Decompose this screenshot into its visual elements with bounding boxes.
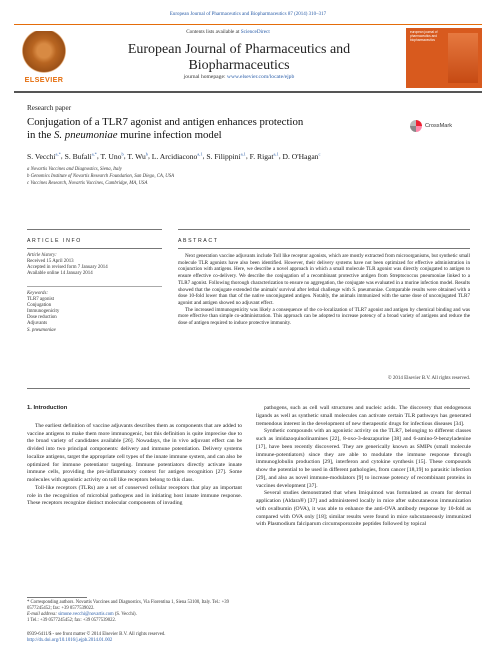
title-line-1: Conjugation of a TLR7 agonist and antigen enhances protection	[27, 116, 304, 128]
title-line-2: in the S. pneumoniae murine infection model	[27, 129, 222, 141]
footnotes	[27, 600, 242, 624]
crossmark-icon	[410, 120, 422, 132]
body-paragraph: The earliest definition of vaccine adjuvants describes them as components that are added to vaccine antigens to make them more immunogenic, but this definition is quite imprecise due to the broad variety of candidates available [26]. Nowadays, the in vivo adjuvant effect can be divided into two principal components: delivery and immune potentiation. Delivery systems localize antigens, target the appropriate cell types of the innate immune system, and can also be optimized for immune potentiator targeting. Immune potentiators directly activate innate immune cells, providing the pro-inflammatory context for antigen recognition [27]. Some molecules with agonistic activity on toll like receptors belong to this class.	[27, 422, 242, 483]
footnote-tel: 1 Tel.: +39 0577245452; fax: +39 0577539022.	[27, 618, 116, 623]
divider	[27, 286, 162, 287]
keyword: Adjuvants	[27, 321, 48, 327]
abstract-heading: ABSTRACT	[178, 238, 219, 244]
author[interactable]: L. Arcidiacono$^{a,1}$	[151, 151, 203, 161]
journal-cover-thumbnail	[406, 28, 482, 88]
keyword: Conjugation	[27, 303, 52, 309]
author[interactable]: T. Wu$^b$	[127, 151, 148, 161]
divider	[178, 229, 470, 230]
journal-homepage	[78, 74, 400, 80]
affiliation: c Vaccines Research, Novartis Vaccines, Cambridge, MA, USA	[27, 181, 148, 186]
left-column	[27, 405, 242, 508]
keyword: S. pneumoniae	[27, 327, 56, 333]
body-paragraph: Synthetic compounds with an agonistic activity on the TLR7, belonging to different classes such as imidazoquinolinamines [22], 8-oxo-3-deazapurine [38] and 6-amino-9-benzyladenine [17], have been recently discovered. They are generically known as SMIPs (small molecule immune-potentiators) since they are able to modulate the immune response through immunoglobulin production [29], interferon and cytokine synthesis [15]. These compounds show the potential to be used in different pathologies, from cancer [18,19] to parasitic infection [29], and also as novel immune-modulators [9] to increase potency of recombinant proteins in vaccines development [37].	[256, 428, 471, 489]
running-head: European Journal of Pharmaceutics and Biopharmaceutics 87 (2014) 310–317	[169, 12, 327, 17]
author[interactable]: S. Vecchi$^{a,*}$	[27, 151, 61, 161]
homepage-link[interactable]: www.elsevier.com/locate/ejpb	[226, 74, 295, 80]
author[interactable]: T. Uno$^b$	[100, 151, 124, 161]
body-paragraph: pathogens, such as cell wall structures and nucleic acids. The discovery that endogenous ligands as well as synthetic small molecules can activate certain TLR pathways has generated tremendous interest in the development of new therapeutic drugs for infectious diseases [34].	[256, 405, 471, 427]
publisher-logo-text: ELSEVIER	[24, 75, 64, 84]
footnote-corresponding: * Corresponding authors. Novartis Vaccines and Diagnostics, Via Fiorentina 1, Siena 53100, Italy. Tel.: +39 0577245452; fax: +39 0577539022.	[27, 600, 229, 611]
author[interactable]: D. O'Hagan$^c$	[282, 151, 321, 161]
journal-title: European Journal of Pharmaceutics and Biopharmaceutics	[127, 42, 351, 73]
divider	[27, 229, 162, 230]
author-list: S. Vecchi$^{a,*}$, S. Bufali$^{a,*}$, T. Uno$^b$, T. Wu$^b$, L. Arcidiacono$^{a,1}$, S. Filippini$^{a,1}$, F. Rigat$^{a,1}$, D. O'Hagan$^c$	[27, 151, 321, 161]
footnote-rule	[27, 597, 87, 598]
contents-line	[78, 29, 378, 35]
keyword: Dose reduction	[27, 315, 57, 321]
affiliation: b Genomics Institute of Novartis Research Foundation, San Diego, CA, USA	[27, 174, 175, 179]
history-label: Article history:	[27, 253, 57, 258]
article-title	[27, 116, 407, 142]
body-paragraph: Toll-like receptors (TLRs) are a set of conserved cellular receptors that play an important role in the recognition of microbial pathogens and in initiating host innate immune response. These receptors recognize distinct molecular components of invading	[27, 484, 242, 507]
author[interactable]: F. Rigat$^{a,1}$	[249, 151, 279, 161]
article-type: Research paper	[27, 104, 72, 112]
cover-graphic	[448, 33, 478, 83]
history-item: Accepted in revised form 7 January 2014	[27, 265, 108, 271]
divider	[27, 248, 162, 249]
keywords	[27, 291, 162, 334]
divider	[178, 248, 470, 249]
header-rule	[14, 24, 482, 25]
divider	[27, 388, 470, 389]
footnote-email: E-mail address: simone.vecchi@novartis.com (S. Vecchi).	[27, 612, 137, 617]
tree-icon	[19, 31, 69, 75]
history-item: Received 15 April 2013	[27, 259, 74, 265]
homepage-prefix: journal homepage:	[183, 74, 227, 80]
crossmark-label: CrossMark	[425, 123, 453, 130]
article-info-heading: ARTICLE INFO	[27, 238, 82, 244]
keywords-label: Keywords:	[27, 291, 49, 296]
doi-link[interactable]: http://dx.doi.org/10.1016/j.ejpb.2014.01.002	[27, 638, 113, 643]
cover-text: european journal of pharmaceutics and biopharmaceutics	[410, 30, 438, 42]
article-history	[27, 253, 162, 277]
crossmark-badge[interactable]	[410, 117, 452, 135]
right-column	[256, 405, 471, 529]
author[interactable]: S. Bufali$^{a,*}$	[64, 151, 97, 161]
abstract-paragraph: Next generation vaccine adjuvants include Toll like receptor agonists, which are mostly extracted from microorganisms, but synthetic small molecule TLR agonists have also been identified. However, their delivery systems have not been optimized for effective administration in conjunction with antigens. Here, we describe a novel approach in which a small molecule TLR agonist was directly conjugated to antigen to ensure effective co-delivery. We describe the conjugation of a recombinant protective antigen from Streptococcus pneumoniae linked to a TLR7 agonist. Following thorough characterization to ensure no aggregation, the conjugate was evaluated in a murine infection model. Results showed that the conjugate extended the animals' survival after lethal challenge with S. pneumoniae. Comparable results were obtained with a dose 10-fold lower than that of the native unconjugated antigen. Notably, the animals immunized with the same dose of unconjugated TLR7 agonist and antigen showed no adjuvant effect.	[178, 253, 470, 306]
abstract-body	[178, 253, 470, 327]
affiliation: a Novartis Vaccines and Diagnostics, Siena, Italy	[27, 167, 122, 172]
keyword: Immunogenicity	[27, 309, 60, 315]
bottom-matter	[27, 632, 165, 644]
issn-line: 0939-6411/$ - see front matter © 2014 Elsevier B.V. All rights reserved.	[27, 632, 166, 637]
history-item: Available online 14 January 2014	[27, 271, 93, 277]
email-link[interactable]: simone.vecchi@novartis.com	[58, 612, 114, 617]
section-heading: 1. Introduction	[27, 405, 68, 411]
copyright-notice: © 2014 Elsevier B.V. All rights reserved.	[387, 376, 470, 381]
keyword: TLR7 agonist	[27, 297, 55, 303]
header-bottom-rule	[14, 91, 482, 93]
contents-prefix: Contents lists available at	[186, 29, 241, 35]
sciencedirect-link[interactable]: ScienceDirect	[240, 29, 270, 35]
abstract-paragraph: The increased immunogenicity was likely a consequence of the co-localization of TLR7 agonist and antigen by chemical binding and was more effective than simple co-administration. This approach can be adopted to increase potency of a broad variety of antigens and reduce the dose of antigen required to induce protective immunity.	[178, 306, 470, 327]
elsevier-logo	[14, 29, 74, 89]
author[interactable]: S. Filippini$^{a,1}$	[206, 151, 246, 161]
body-paragraph: Several studies demonstrated that when Imiquimod was formulated as cream for dermal application (Aldara®) [37] and administered locally in mice after subcutaneous immunization with ovalbumin (OVA), it was able to enhance the anti-OVA antibody response by 10-fold as compared with OVA only [18]; similar results were found in mice subcutaneously immunized with Plasmodium falciparum circumsporozoite peptides followed by topical	[256, 490, 471, 528]
